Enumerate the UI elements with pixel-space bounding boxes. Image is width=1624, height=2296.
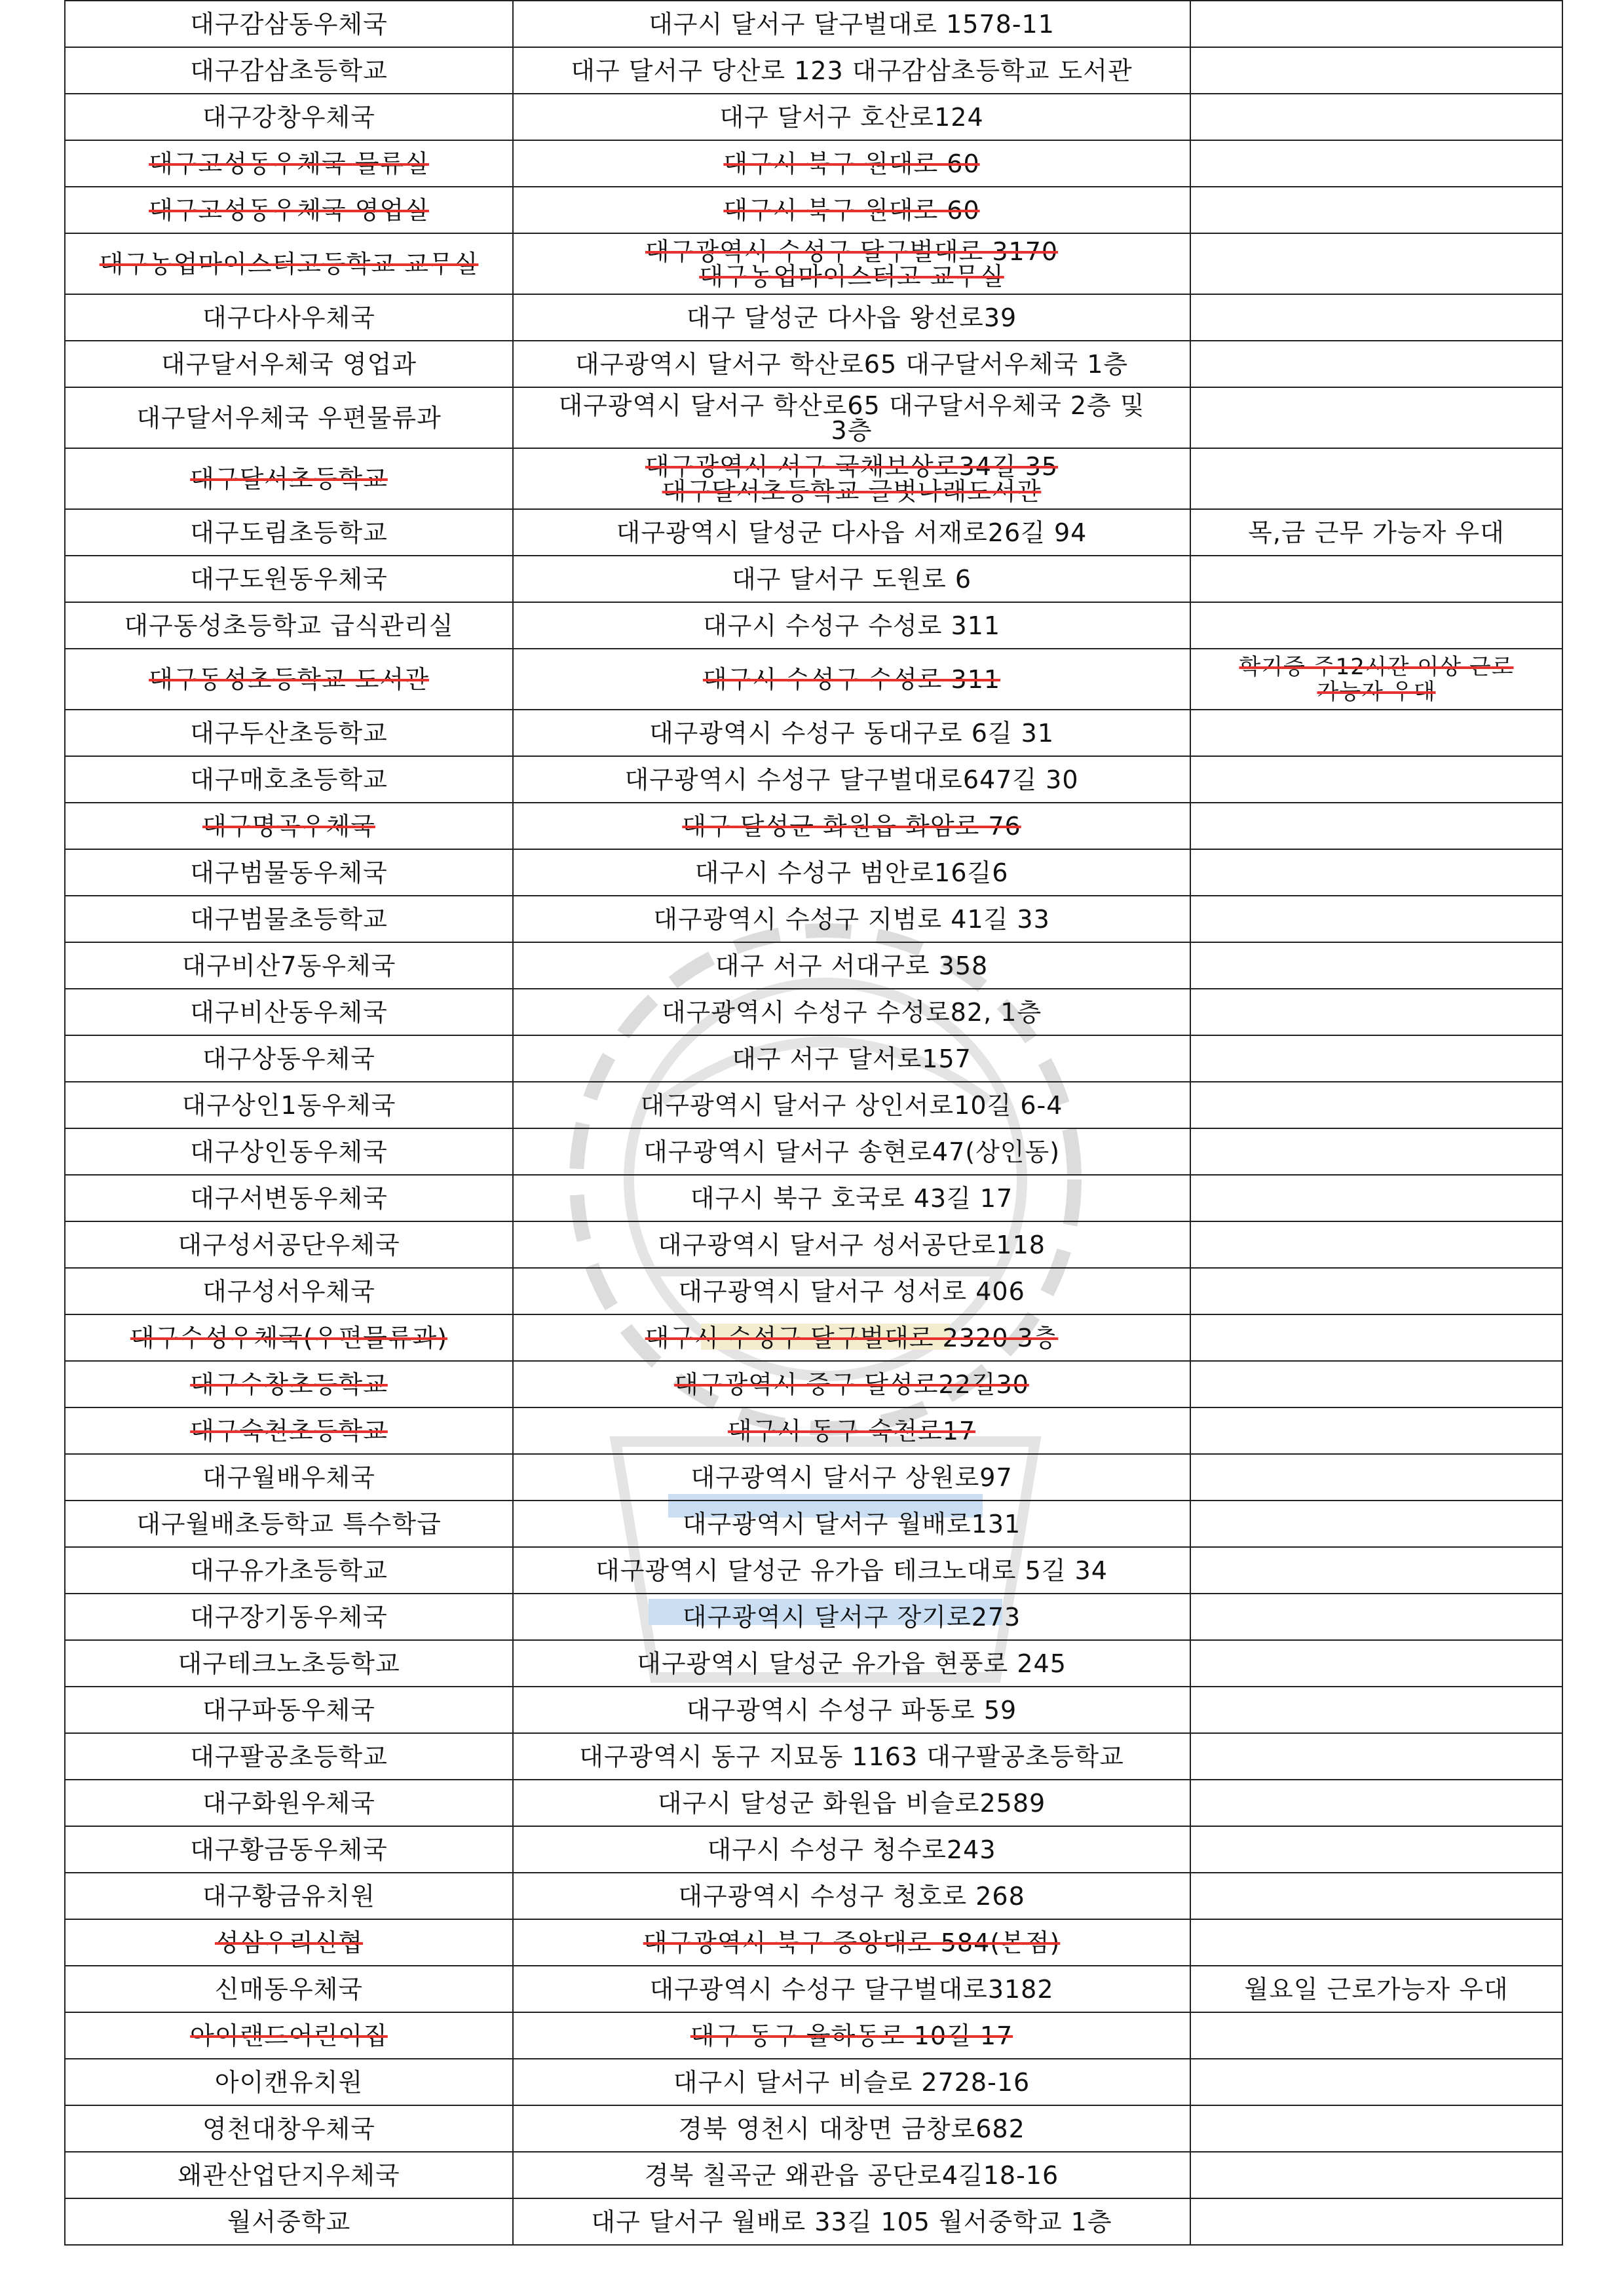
name-cell-text: 대구비산동우체국 — [190, 997, 388, 1027]
address-cell — [513, 2198, 1190, 2245]
name-cell-text: 아이캔유치원 — [214, 2067, 364, 2097]
note-cell — [1190, 1035, 1562, 1082]
name-cell-text: 성삼우리신협 — [214, 1928, 364, 1957]
address-cell — [513, 2105, 1190, 2152]
note-cell — [1190, 803, 1562, 849]
address-cell — [513, 1919, 1190, 1966]
address-cell — [513, 989, 1190, 1035]
address-cell-text: 경북 칠곡군 왜관읍 공단로4길18-16 — [644, 2160, 1059, 2190]
table-row — [65, 1873, 1562, 1919]
address-cell-text: 대구 달서구 호산로124 — [719, 102, 984, 132]
note-cell — [1190, 1501, 1562, 1547]
name-cell-text: 대구월배초등학교 특수학급 — [136, 1509, 442, 1539]
address-cell-text: 대구광역시 북구 중앙대로 584(본점) — [643, 1928, 1061, 1957]
note-cell — [1190, 1314, 1562, 1361]
address-cell-text: 대구 달성군 화원읍 화암로 76 — [682, 811, 1021, 841]
name-cell-text: 대구달서초등학교 — [190, 464, 388, 493]
table-row — [65, 710, 1562, 756]
name-cell — [65, 602, 513, 649]
address-cell — [513, 187, 1190, 233]
address-cell-text: 대구광역시 서구 국채보상로34길 35 대구달서초등학교 글벗나래도서관 — [645, 451, 1059, 506]
note-cell — [1190, 233, 1562, 294]
note-cell — [1190, 2152, 1562, 2198]
address-cell-text: 대구광역시 달서구 학산로65 대구달서우체국 1층 — [575, 349, 1129, 379]
name-cell — [65, 649, 513, 710]
name-cell — [65, 756, 513, 803]
name-cell-text: 대구장기동우체국 — [190, 1602, 388, 1632]
address-cell-text: 대구시 수성구 수성로 311 — [702, 611, 1001, 640]
address-cell — [513, 1175, 1190, 1221]
address-cell-text: 대구 달서구 당산로 123 대구감삼초등학교 도서관 — [571, 56, 1133, 85]
table-row — [65, 1501, 1562, 1547]
note-cell — [1190, 1733, 1562, 1780]
address-cell — [513, 387, 1190, 448]
address-cell-text: 대구광역시 달서구 학산로65 대구달서우체국 2층 및 3층 — [558, 391, 1145, 445]
table-row — [65, 448, 1562, 509]
table-row — [65, 1594, 1562, 1640]
name-cell-text: 대구달서우체국 영업과 — [161, 349, 417, 379]
name-cell-text: 대구유가초등학교 — [190, 1556, 388, 1585]
note-cell — [1190, 1640, 1562, 1687]
name-cell-text: 대구서변동우체국 — [190, 1183, 388, 1213]
name-cell — [65, 294, 513, 341]
name-cell-text: 대구범물초등학교 — [190, 904, 388, 934]
address-cell-text: 대구시 수성구 달구벌대로 2320 3층 — [645, 1323, 1059, 1352]
address-cell-text: 대구광역시 중구 달성로22길30 — [674, 1369, 1029, 1399]
name-cell — [65, 1221, 513, 1268]
note-cell — [1190, 1780, 1562, 1826]
table-row — [65, 341, 1562, 387]
name-cell — [65, 556, 513, 602]
name-cell — [65, 187, 513, 233]
name-cell-text: 대구도원동우체국 — [190, 564, 388, 594]
table-row — [65, 1314, 1562, 1361]
address-cell-text: 대구광역시 달서구 월배로131 — [682, 1509, 1021, 1539]
address-cell-text: 대구 서구 서대구로 358 — [715, 951, 989, 980]
name-cell — [65, 1780, 513, 1826]
name-cell-text: 대구고성동우체국 영업실 — [149, 195, 429, 225]
table-row — [65, 1547, 1562, 1594]
address-cell-text: 대구광역시 달성군 유가읍 테크노대로 5길 34 — [595, 1556, 1108, 1585]
note-cell — [1190, 1407, 1562, 1454]
address-cell-text: 대구시 북구 원대로 60 — [723, 195, 980, 225]
table-row — [65, 2152, 1562, 2198]
table-row — [65, 1454, 1562, 1501]
address-cell-text: 대구 달서구 도원로 6 — [731, 564, 972, 594]
name-cell-text: 대구동성초등학교 도서관 — [149, 664, 429, 694]
table-row — [65, 294, 1562, 341]
address-cell — [513, 233, 1190, 294]
name-cell — [65, 803, 513, 849]
name-cell-text: 대구동성초등학교 급식관리실 — [124, 611, 454, 640]
address-cell — [513, 1268, 1190, 1314]
address-cell-text: 대구시 북구 원대로 60 — [723, 149, 980, 178]
name-cell — [65, 341, 513, 387]
table-body — [65, 1, 1562, 2245]
name-cell-text: 대구테크노초등학교 — [178, 1649, 400, 1678]
address-cell-text: 대구광역시 달서구 상인서로10길 6-4 — [640, 1090, 1063, 1120]
address-cell — [513, 556, 1190, 602]
address-cell-text: 대구광역시 수성구 달구벌대로3182 — [649, 1974, 1054, 2004]
name-cell — [65, 1919, 513, 1966]
name-cell — [65, 140, 513, 187]
address-cell-text: 대구광역시 달서구 성서로 406 — [678, 1276, 1025, 1306]
name-cell — [65, 989, 513, 1035]
address-cell-text: 대구 달성군 다사읍 왕선로39 — [686, 303, 1017, 332]
note-cell — [1190, 294, 1562, 341]
name-cell — [65, 1454, 513, 1501]
address-cell — [513, 2012, 1190, 2059]
address-cell — [513, 140, 1190, 187]
address-cell — [513, 341, 1190, 387]
table-row — [65, 509, 1562, 556]
name-cell — [65, 1733, 513, 1780]
name-cell — [65, 1, 513, 47]
name-cell — [65, 1407, 513, 1454]
note-cell — [1190, 1268, 1562, 1314]
address-cell-text: 대구광역시 달서구 성서공단로118 — [658, 1230, 1046, 1259]
name-cell-text: 대구수성우체국(우편물류과) — [130, 1323, 448, 1352]
address-cell — [513, 1873, 1190, 1919]
name-cell-text: 대구도림초등학교 — [190, 518, 388, 547]
address-cell — [513, 1501, 1190, 1547]
address-cell — [513, 710, 1190, 756]
address-cell — [513, 294, 1190, 341]
address-cell — [513, 94, 1190, 140]
name-cell — [65, 896, 513, 942]
table-row — [65, 1687, 1562, 1733]
address-cell-text: 대구시 수성구 청수로243 — [707, 1835, 996, 1864]
address-cell-text: 대구시 북구 호국로 43길 17 — [690, 1183, 1013, 1213]
note-cell — [1190, 1, 1562, 47]
address-cell — [513, 448, 1190, 509]
note-cell — [1190, 989, 1562, 1035]
table-row — [65, 2105, 1562, 2152]
name-cell — [65, 233, 513, 294]
name-cell-text: 대구성서공단우체국 — [178, 1230, 400, 1259]
note-cell — [1190, 1687, 1562, 1733]
note-cell — [1190, 509, 1562, 556]
table-row — [65, 1733, 1562, 1780]
address-cell — [513, 1314, 1190, 1361]
address-cell-text: 대구광역시 수성구 청호로 268 — [678, 1881, 1025, 1911]
note-cell — [1190, 187, 1562, 233]
table-row — [65, 1826, 1562, 1873]
table-row — [65, 387, 1562, 448]
table-row — [65, 47, 1562, 94]
table-row — [65, 989, 1562, 1035]
address-cell — [513, 1594, 1190, 1640]
address-cell-text: 대구 달서구 월배로 33길 105 월서중학교 1층 — [591, 2207, 1112, 2236]
name-cell-text: 대구상인동우체국 — [190, 1137, 388, 1166]
name-cell — [65, 1501, 513, 1547]
address-cell — [513, 942, 1190, 989]
note-cell — [1190, 556, 1562, 602]
address-cell-text: 대구시 수성구 수성로 311 — [702, 664, 1001, 694]
table-row — [65, 756, 1562, 803]
name-cell — [65, 2105, 513, 2152]
address-cell — [513, 803, 1190, 849]
name-cell-text: 대구감삼초등학교 — [190, 56, 388, 85]
address-cell — [513, 1407, 1190, 1454]
table-row — [65, 1640, 1562, 1687]
name-cell-text: 대구감삼동우체국 — [190, 9, 388, 39]
note-cell-text: 학기중 주12시간 이상 근로 가능자 우대 — [1239, 653, 1514, 705]
address-cell — [513, 1640, 1190, 1687]
note-cell — [1190, 1919, 1562, 1966]
name-cell — [65, 1175, 513, 1221]
note-cell — [1190, 47, 1562, 94]
name-cell-text: 대구범물동우체국 — [190, 858, 388, 887]
note-cell — [1190, 1594, 1562, 1640]
table-row — [65, 94, 1562, 140]
note-cell — [1190, 2059, 1562, 2105]
name-cell — [65, 94, 513, 140]
name-cell — [65, 1361, 513, 1407]
name-cell — [65, 849, 513, 896]
name-cell — [65, 1547, 513, 1594]
address-cell-text: 대구광역시 달서구 송현로47(상인동) — [643, 1137, 1061, 1166]
table-row — [65, 1780, 1562, 1826]
address-cell — [513, 509, 1190, 556]
table-row — [65, 942, 1562, 989]
table-row — [65, 649, 1562, 710]
address-cell-text: 대구시 달서구 비슬로 2728-16 — [673, 2067, 1030, 2097]
name-cell-text: 영천대창우체국 — [202, 2114, 375, 2143]
address-cell — [513, 47, 1190, 94]
location-table — [64, 0, 1563, 2246]
table-row — [65, 1221, 1562, 1268]
table-row — [65, 187, 1562, 233]
note-cell — [1190, 602, 1562, 649]
address-cell — [513, 602, 1190, 649]
note-cell — [1190, 387, 1562, 448]
name-cell-text: 대구다사우체국 — [202, 303, 375, 332]
name-cell — [65, 1826, 513, 1873]
name-cell-text: 대구상인1동우체국 — [181, 1090, 396, 1120]
name-cell-text: 대구명곡우체국 — [202, 811, 375, 841]
note-cell — [1190, 1221, 1562, 1268]
name-cell — [65, 1966, 513, 2012]
note-cell — [1190, 1826, 1562, 1873]
address-cell-text: 대구시 수성구 범안로16길6 — [694, 858, 1009, 887]
note-cell — [1190, 2012, 1562, 2059]
address-cell — [513, 1780, 1190, 1826]
table-row — [65, 1, 1562, 47]
name-cell — [65, 1268, 513, 1314]
table-row — [65, 2012, 1562, 2059]
name-cell — [65, 2198, 513, 2245]
name-cell-text: 대구팔공초등학교 — [190, 1742, 388, 1771]
address-cell-text: 대구광역시 수성구 수성로82, 1층 — [661, 997, 1042, 1027]
name-cell-text: 대구월배우체국 — [202, 1463, 375, 1492]
note-cell — [1190, 1082, 1562, 1128]
note-cell — [1190, 448, 1562, 509]
note-cell — [1190, 1128, 1562, 1175]
name-cell — [65, 2152, 513, 2198]
name-cell — [65, 710, 513, 756]
address-cell — [513, 1128, 1190, 1175]
name-cell-text: 대구강창우체국 — [202, 102, 375, 132]
address-cell-text: 대구광역시 동구 지묘동 1163 대구팔공초등학교 — [579, 1742, 1124, 1771]
address-cell-text: 대구 서구 달서로157 — [732, 1044, 972, 1073]
table-row — [65, 233, 1562, 294]
address-cell — [513, 1035, 1190, 1082]
table-row — [65, 1361, 1562, 1407]
address-cell-text: 대구광역시 수성구 동대구로 6길 31 — [649, 718, 1055, 748]
address-cell-text: 대구광역시 수성구 파동로 59 — [686, 1695, 1017, 1725]
note-cell — [1190, 849, 1562, 896]
name-cell-text: 대구성서우체국 — [202, 1276, 375, 1306]
name-cell-text: 대구황금동우체국 — [190, 1835, 388, 1864]
table-row — [65, 849, 1562, 896]
note-cell — [1190, 2198, 1562, 2245]
address-cell-text: 대구광역시 달성군 다사읍 서재로26길 94 — [616, 518, 1087, 547]
address-cell — [513, 849, 1190, 896]
name-cell — [65, 1082, 513, 1128]
address-cell — [513, 2152, 1190, 2198]
name-cell — [65, 942, 513, 989]
name-cell — [65, 509, 513, 556]
table-row — [65, 1082, 1562, 1128]
table-row — [65, 1268, 1562, 1314]
name-cell-text: 대구파동우체국 — [202, 1695, 375, 1725]
name-cell — [65, 1640, 513, 1687]
name-cell — [65, 2012, 513, 2059]
name-cell-text: 대구비산7동우체국 — [181, 951, 396, 980]
name-cell — [65, 1314, 513, 1361]
table-row — [65, 1966, 1562, 2012]
address-cell-text: 경북 영천시 대창면 금창로682 — [678, 2114, 1025, 2143]
table-row — [65, 556, 1562, 602]
note-cell — [1190, 1361, 1562, 1407]
address-cell — [513, 1454, 1190, 1501]
table-row — [65, 803, 1562, 849]
address-cell-text: 대구광역시 달서구 장기로273 — [682, 1602, 1021, 1632]
address-cell-text: 대구광역시 달서구 상원로97 — [690, 1463, 1013, 1492]
table-row — [65, 602, 1562, 649]
address-cell — [513, 1082, 1190, 1128]
note-cell — [1190, 341, 1562, 387]
note-cell — [1190, 1966, 1562, 2012]
table-row — [65, 1919, 1562, 1966]
table-row — [65, 2198, 1562, 2245]
table-row — [65, 140, 1562, 187]
table-row — [65, 1407, 1562, 1454]
address-cell — [513, 1, 1190, 47]
note-cell — [1190, 942, 1562, 989]
name-cell-text: 신매동우체국 — [214, 1974, 364, 2004]
name-cell — [65, 1594, 513, 1640]
name-cell-text: 대구고성동우체국 물류실 — [149, 149, 429, 178]
name-cell — [65, 387, 513, 448]
name-cell-text: 대구상동우체국 — [202, 1044, 375, 1073]
name-cell-text: 대구황금유치원 — [202, 1881, 375, 1911]
address-cell — [513, 649, 1190, 710]
address-cell-text: 대구 동구 율하동로 10길 17 — [690, 2021, 1013, 2050]
name-cell — [65, 1035, 513, 1082]
note-cell — [1190, 649, 1562, 710]
name-cell — [65, 1873, 513, 1919]
name-cell-text: 왜관산업단지우체국 — [178, 2160, 400, 2190]
address-cell-text: 대구광역시 수성구 지범로 41길 33 — [653, 904, 1050, 934]
note-cell — [1190, 140, 1562, 187]
address-cell — [513, 1826, 1190, 1873]
note-cell — [1190, 1547, 1562, 1594]
note-cell — [1190, 1873, 1562, 1919]
name-cell-text: 대구화원우체국 — [202, 1788, 375, 1818]
address-cell — [513, 1547, 1190, 1594]
address-cell-text: 대구시 달성군 화원읍 비슬로2589 — [657, 1788, 1046, 1818]
note-cell — [1190, 94, 1562, 140]
note-cell-text: 목,금 근무 가능자 우대 — [1248, 518, 1505, 547]
name-cell-text: 대구두산초등학교 — [190, 718, 388, 748]
name-cell-text: 대구수창초등학교 — [190, 1369, 388, 1399]
address-cell — [513, 1221, 1190, 1268]
address-cell — [513, 1361, 1190, 1407]
address-cell — [513, 1733, 1190, 1780]
address-cell — [513, 2059, 1190, 2105]
name-cell — [65, 47, 513, 94]
address-cell-text: 대구시 동구 숙천로17 — [727, 1416, 976, 1445]
name-cell-text: 대구농업마이스터고등학교 교무실 — [99, 249, 479, 278]
name-cell — [65, 1687, 513, 1733]
address-cell — [513, 1966, 1190, 2012]
name-cell-text: 대구숙천초등학교 — [190, 1416, 388, 1445]
note-cell — [1190, 896, 1562, 942]
address-cell-text: 대구광역시 수성구 달구벌대로647길 30 — [624, 765, 1079, 794]
name-cell-text: 아이랜드어린이집 — [190, 2021, 388, 2050]
address-cell — [513, 1687, 1190, 1733]
table-row — [65, 1035, 1562, 1082]
note-cell — [1190, 756, 1562, 803]
name-cell-text: 월서중학교 — [227, 2207, 351, 2236]
address-cell — [513, 756, 1190, 803]
note-cell-text: 월요일 근로가능자 우대 — [1244, 1974, 1509, 2004]
name-cell — [65, 1128, 513, 1175]
table-row — [65, 896, 1562, 942]
address-cell-text: 대구광역시 수성구 달구벌대로 3170 대구농업마이스터고 교무실 — [645, 237, 1059, 291]
table-row — [65, 2059, 1562, 2105]
name-cell — [65, 2059, 513, 2105]
note-cell — [1190, 1175, 1562, 1221]
name-cell-text: 대구매호초등학교 — [190, 765, 388, 794]
address-cell — [513, 896, 1190, 942]
address-cell-text: 대구광역시 달성군 유가읍 현풍로 245 — [637, 1649, 1067, 1678]
name-cell-text: 대구달서우체국 우편물류과 — [136, 403, 442, 432]
note-cell — [1190, 2105, 1562, 2152]
note-cell — [1190, 1454, 1562, 1501]
table-row — [65, 1128, 1562, 1175]
address-cell-text: 대구시 달서구 달구벌대로 1578-11 — [649, 9, 1055, 39]
table-row — [65, 1175, 1562, 1221]
note-cell — [1190, 710, 1562, 756]
name-cell — [65, 448, 513, 509]
